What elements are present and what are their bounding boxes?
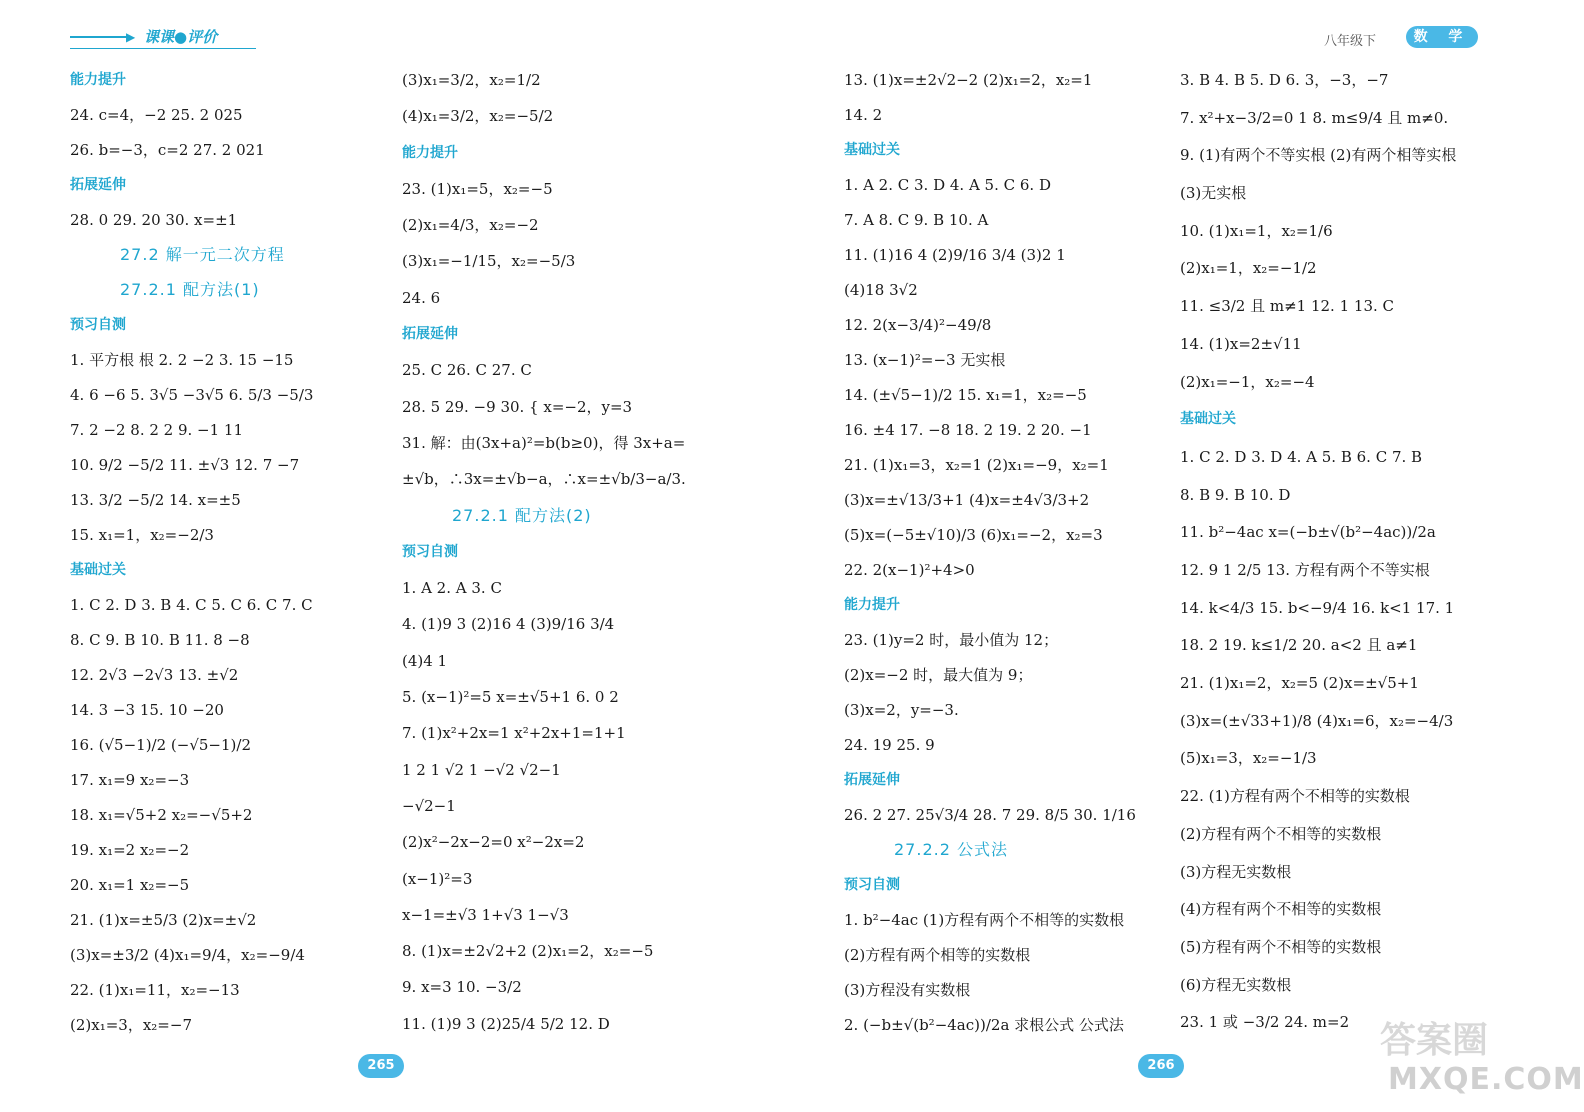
- chapter-title: 27.2.2 公式法: [894, 840, 1008, 859]
- answer-line: 3. B 4. B 5. D 6. 3，−3，−7: [1180, 71, 1389, 89]
- answer-line: 10. 9/2 −5/2 11. ±√3 12. 7 −7: [70, 456, 300, 474]
- answer-line: 11. (1)9 3 (2)25/4 5/2 12. D: [402, 1015, 610, 1033]
- chapter-title: 27.2.1 配方法(2): [452, 506, 592, 525]
- section-heading: 基础过关: [70, 562, 126, 578]
- answer-line: 13. 3/2 −5/2 14. x=±5: [70, 491, 241, 509]
- answer-line: 14. 2: [844, 106, 883, 124]
- answer-line: 17. x₁=9 x₂=−3: [70, 771, 190, 789]
- answer-line: 18. x₁=√5+2 x₂=−√5+2: [70, 806, 253, 824]
- answer-line: 1. b²−4ac (1)方程有两个不相等的实数根: [844, 911, 1125, 929]
- answer-line: 13. (x−1)²=−3 无实根: [844, 351, 1006, 369]
- section-heading: 基础过关: [844, 142, 900, 158]
- answer-line: 20. x₁=1 x₂=−5: [70, 876, 190, 894]
- answer-line: 12. 2√3 −2√3 13. ±√2: [70, 666, 239, 684]
- answer-line: 16. ±4 17. −8 18. 2 19. 2 20. −1: [844, 421, 1092, 439]
- section-heading: 拓展延伸: [402, 326, 458, 342]
- answer-line: (3)x=2，y=−3.: [844, 701, 959, 719]
- answer-line: 8. C 9. B 10. B 11. 8 −8: [70, 631, 250, 649]
- answer-line: 14. k<4/3 15. b<−9/4 16. k<1 17. 1: [1180, 599, 1455, 617]
- chapter-title: 27.2 解一元二次方程: [120, 245, 285, 264]
- answer-line: 1. A 2. A 3. C: [402, 579, 502, 597]
- answer-line: (2)x₁=−1，x₂=−4: [1180, 373, 1315, 391]
- answer-line: 23. (1)y=2 时，最小值为 12；: [844, 631, 1059, 649]
- answer-line: (2)方程有两个不相等的实数根: [1180, 825, 1382, 843]
- answer-line: (4)x₁=3/2，x₂=−5/2: [402, 107, 554, 125]
- logo-text: 课课●评价: [144, 28, 218, 46]
- answer-line: 14. (±√5−1)/2 15. x₁=1，x₂=−5: [844, 386, 1087, 404]
- answer-line: 28. 5 29. −9 30. { x=−2，y=3: [402, 398, 633, 416]
- answer-line: 8. B 9. B 10. D: [1180, 486, 1291, 504]
- answer-line: 9. x=3 10. −3/2: [402, 978, 522, 996]
- section-heading: 拓展延伸: [70, 177, 126, 193]
- answer-line: 7. A 8. C 9. B 10. A: [844, 211, 989, 229]
- answer-line: 12. 9 1 2/5 13. 方程有两个不等实根: [1180, 561, 1430, 579]
- answer-line: 31. 解：由(3x+a)²=b(b≥0)，得 3x+a=: [402, 434, 686, 452]
- answer-line: 1. C 2. D 3. D 4. A 5. B 6. C 7. B: [1180, 448, 1423, 466]
- answer-line: 24. 6: [402, 289, 441, 307]
- answer-line: (3)方程无实数根: [1180, 863, 1292, 881]
- answer-line: 22. 2(x−1)²+4>0: [844, 561, 975, 579]
- answer-line: −√2−1: [402, 797, 456, 815]
- answer-line: (2)方程有两个相等的实数根: [844, 946, 1031, 964]
- answer-line: 24. c=4，−2 25. 2 025: [70, 106, 243, 124]
- answer-line: (3)x₁=3/2，x₂=1/2: [402, 71, 541, 89]
- grade-label: 八年级下: [1324, 34, 1377, 49]
- section-heading: 预习自测: [402, 544, 458, 560]
- answer-line: (2)x₁=4/3，x₂=−2: [402, 216, 539, 234]
- section-heading: 能力提升: [70, 72, 126, 88]
- chapter-title: 27.2.1 配方法(1): [120, 280, 260, 299]
- answer-line: 11. ≤3/2 且 m≠1 12. 1 13. C: [1180, 297, 1395, 315]
- series-logo: [70, 24, 260, 50]
- answer-line: (4)4 1: [402, 652, 448, 670]
- answer-line: 22. (1)x₁=11，x₂=−13: [70, 981, 240, 999]
- answer-line: 23. 1 或 −3/2 24. m=2: [1180, 1013, 1350, 1031]
- answer-line: 5. (x−1)²=5 x=±√5+1 6. 0 2: [402, 688, 619, 706]
- answer-line: 7. (1)x²+2x=1 x²+2x+1=1+1: [402, 724, 626, 742]
- answer-line: (3)x=(±√33+1)/8 (4)x₁=6，x₂=−4/3: [1180, 712, 1454, 730]
- answer-line: 1. 平方根 根 2. 2 −2 3. 15 −15: [70, 351, 294, 369]
- answer-line: 7. x²+x−3/2=0 1 8. m≤9/4 且 m≠0.: [1180, 109, 1449, 127]
- answer-line: (3)x₁=−1/15，x₂=−5/3: [402, 252, 576, 270]
- answer-line: 24. 19 25. 9: [844, 736, 935, 754]
- logo-underline: [70, 48, 256, 49]
- left-page: [0, 0, 768, 1112]
- answer-line: 8. (1)x=±2√2+2 (2)x₁=2，x₂=−5: [402, 942, 654, 960]
- section-heading: 预习自测: [844, 877, 900, 893]
- answer-line: (x−1)²=3: [402, 870, 473, 888]
- answer-line: 15. x₁=1，x₂=−2/3: [70, 526, 214, 544]
- subject-badge: 数 学: [1406, 26, 1478, 48]
- logo-line: [70, 36, 128, 38]
- answer-line: 21. (1)x₁=3，x₂=1 (2)x₁=−9，x₂=1: [844, 456, 1109, 474]
- section-heading: 能力提升: [402, 145, 458, 161]
- answer-line: (2)x=−2 时，最大值为 9；: [844, 666, 1033, 684]
- section-heading: 能力提升: [844, 597, 900, 613]
- answer-line: (2)x²−2x−2=0 x²−2x=2: [402, 833, 585, 851]
- answer-line: 7. 2 −2 8. 2 2 9. −1 11: [70, 421, 244, 439]
- answer-line: 14. 3 −3 15. 10 −20: [70, 701, 224, 719]
- page-number: 266: [1138, 1054, 1184, 1078]
- answer-line: (3)方程没有实数根: [844, 981, 971, 999]
- answer-line: 1. A 2. C 3. D 4. A 5. C 6. D: [844, 176, 1051, 194]
- page-number: 265: [358, 1054, 404, 1078]
- answer-line: 26. b=−3，c=2 27. 2 021: [70, 141, 265, 159]
- answer-line: (3)x=±3/2 (4)x₁=9/4，x₂=−9/4: [70, 946, 305, 964]
- answer-line: 28. 0 29. 20 30. x=±1: [70, 211, 238, 229]
- answer-line: 21. (1)x₁=2，x₂=5 (2)x=±√5+1: [1180, 674, 1419, 692]
- section-heading: 预习自测: [70, 317, 126, 333]
- answer-line: (5)x=(−5±√10)/3 (6)x₁=−2，x₂=3: [844, 526, 1103, 544]
- answer-line: ±√b，∴3x=±√b−a，∴x=±√b/3−a/3.: [402, 470, 686, 488]
- answer-line: 11. (1)16 4 (2)9/16 3/4 (3)2 1: [844, 246, 1066, 264]
- answer-line: x−1=±√3 1+√3 1−√3: [402, 906, 569, 924]
- answer-line: 14. (1)x=2±√11: [1180, 335, 1302, 353]
- answer-line: (3)无实根: [1180, 184, 1247, 202]
- watermark-url: MXQE.COM: [1388, 1062, 1584, 1097]
- arrow-icon: ▶: [126, 30, 136, 44]
- section-heading: 拓展延伸: [844, 772, 900, 788]
- answer-line: 10. (1)x₁=1，x₂=1/6: [1180, 222, 1333, 240]
- answer-line: (3)x=±√13/3+1 (4)x=±4√3/3+2: [844, 491, 1090, 509]
- answer-line: 18. 2 19. k≤1/2 20. a<2 且 a≠1: [1180, 636, 1418, 654]
- answer-line: (4)18 3√2: [844, 281, 918, 299]
- answer-line: (2)x₁=3，x₂=−7: [70, 1016, 192, 1034]
- answer-line: 2. (−b±√(b²−4ac))/2a 求根公式 公式法: [844, 1016, 1124, 1034]
- answer-line: 26. 2 27. 25√3/4 28. 7 29. 8/5 30. 1/16: [844, 806, 1136, 824]
- answer-line: 9. (1)有两个不等实根 (2)有两个相等实根: [1180, 146, 1457, 164]
- answer-line: 19. x₁=2 x₂=−2: [70, 841, 190, 859]
- right-page: [768, 0, 1536, 1112]
- answer-line: 1. C 2. D 3. B 4. C 5. C 6. C 7. C: [70, 596, 313, 614]
- answer-line: (2)x₁=1，x₂=−1/2: [1180, 259, 1317, 277]
- answer-line: (5)方程有两个不相等的实数根: [1180, 938, 1382, 956]
- answer-line: 4. 6 −6 5. 3√5 −3√5 6. 5/3 −5/3: [70, 386, 314, 404]
- answer-line: 22. (1)方程有两个不相等的实数根: [1180, 787, 1410, 805]
- answer-line: 21. (1)x=±5/3 (2)x=±√2: [70, 911, 257, 929]
- answer-line: 23. (1)x₁=5，x₂=−5: [402, 180, 553, 198]
- answer-line: 4. (1)9 3 (2)16 4 (3)9/16 3/4: [402, 615, 615, 633]
- answer-line: (5)x₁=3，x₂=−1/3: [1180, 749, 1317, 767]
- answer-line: 1 2 1 √2 1 −√2 √2−1: [402, 761, 561, 779]
- answer-line: 25. C 26. C 27. C: [402, 361, 532, 379]
- answer-line: 16. (√5−1)/2 (−√5−1)/2: [70, 736, 251, 754]
- answer-line: (6)方程无实数根: [1180, 976, 1292, 994]
- answer-line: (4)方程有两个不相等的实数根: [1180, 900, 1382, 918]
- answer-line: 13. (1)x=±2√2−2 (2)x₁=2，x₂=1: [844, 71, 1093, 89]
- watermark-logo: 答案圈: [1380, 1020, 1489, 1061]
- answer-line: 11. b²−4ac x=(−b±√(b²−4ac))/2a: [1180, 523, 1436, 541]
- section-heading: 基础过关: [1180, 411, 1236, 427]
- answer-line: 12. 2(x−3/4)²−49/8: [844, 316, 992, 334]
